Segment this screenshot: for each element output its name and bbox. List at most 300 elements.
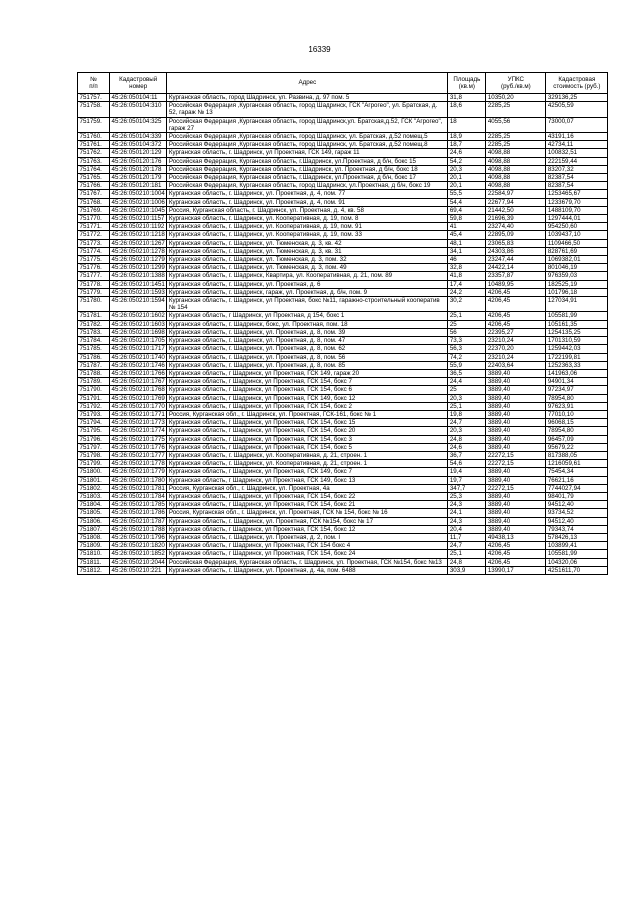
cell-upks: 22272,15: [486, 451, 546, 459]
cell-row-number: 751764.: [78, 165, 110, 173]
table-row: [78, 427, 608, 435]
cell-row-number: 751792.: [78, 402, 110, 410]
cell-row-number: 751783.: [78, 328, 110, 336]
cell-upks: 4206,45: [486, 312, 546, 320]
cell-area: 24,1: [448, 509, 486, 517]
cell-cadastral-number: 45:26:050210:1603: [111, 320, 165, 328]
cell-row-number: 751810.: [78, 550, 110, 558]
cell-cadastral-cost: 104320,06: [546, 558, 608, 566]
cell-upks: 10350,20: [486, 94, 546, 102]
cell-upks: 3889,40: [486, 369, 546, 377]
cell-cadastral-cost: 1253465,67: [546, 190, 608, 198]
cell-cadastral-number: 45:26:050210:1602: [111, 312, 165, 320]
cell-area: 17,4: [448, 280, 486, 288]
cell-cadastral-cost: 73000,07: [546, 117, 608, 132]
cell-upks: 3889,40: [486, 501, 546, 509]
cell-upks: 3889,40: [486, 419, 546, 427]
cell-area: 74,2: [448, 353, 486, 361]
cell-cadastral-number: 45:26:050210:1769: [111, 394, 165, 402]
cell-row-number: 751801.: [78, 476, 110, 484]
cell-area: 18: [448, 117, 486, 132]
cell-area: 303,9: [448, 566, 486, 574]
cell-cadastral-number: 45:26:050210:1775: [111, 435, 165, 443]
cell-cadastral-number: 45:26:050120:181: [110, 182, 167, 190]
table-row: [78, 550, 608, 558]
cell-row-number: 751804.: [78, 501, 110, 509]
cell-cadastral-cost: 97623,91: [546, 402, 608, 410]
cell-row-number: 751772.: [78, 231, 110, 239]
cell-cadastral-cost: 93734,52: [546, 509, 608, 517]
cell-cadastral-cost: 1069382,01: [546, 256, 608, 264]
cell-area: 54,2: [448, 157, 486, 165]
cell-upks: 22272,15: [486, 484, 546, 492]
cell-area: 24,6: [448, 443, 486, 451]
cell-address: Курганская область, г Шадринск, ул Проектная, ГСК 149, гараж 20: [167, 369, 448, 377]
table-row: [78, 102, 608, 117]
cell-cadastral-number: 45:26:050120:176: [110, 157, 167, 165]
cell-address: Курганская область, г Шадринск, ул Проектная, ГСК 154, бокс 21: [167, 501, 448, 509]
cell-row-number: 751771.: [78, 223, 110, 231]
cell-cadastral-number: 45:26:050210:1776: [111, 443, 165, 451]
cell-row-number: 751770.: [78, 215, 110, 223]
cell-cadastral-cost: 1233679,70: [546, 198, 608, 206]
cell-area: 24,8: [448, 558, 486, 566]
cell-row-number: 751780.: [78, 297, 110, 312]
cell-row-number: 751793.: [78, 410, 110, 418]
cell-area: 30,2: [448, 297, 486, 312]
table-row: [78, 525, 608, 533]
cell-area: 56,3: [448, 345, 486, 353]
cell-row-number: 751789.: [78, 378, 110, 386]
cell-cadastral-number: 45:26:050210:2044: [111, 558, 165, 566]
cell-cadastral-cost: 83207,32: [546, 165, 608, 173]
cell-cadastral-number: 45:26:050104:11: [110, 94, 167, 102]
table-row: [78, 133, 608, 141]
cell-cadastral-cost: 828761,69: [546, 247, 608, 255]
cell-cadastral-number: 45:26:050210:1852: [111, 550, 165, 558]
cell-cadastral-cost: 222159,44: [546, 157, 608, 165]
cell-address: Курганская область, г Шадринск, ул Проектная, д 154, бокс 1: [167, 312, 448, 320]
cell-address: Курганская область, г Шадринск, ул Проектная, ГСК 154, бокс 5: [167, 443, 448, 451]
cell-row-number: 751796.: [78, 435, 110, 443]
table-row: [78, 297, 608, 312]
cell-cadastral-cost: 127034,91: [546, 297, 608, 312]
table-row: [78, 256, 608, 264]
cell-address: Курганская область, г. Шадринск, ул. Кооперативная, д. 19, пом. 8: [167, 215, 448, 223]
cell-area: 25,1: [448, 312, 486, 320]
cell-cadastral-cost: 1039437,10: [546, 231, 608, 239]
cell-upks: 3889,40: [486, 435, 546, 443]
cell-upks: 3889,40: [486, 402, 546, 410]
cell-row-number: 751786.: [78, 353, 110, 361]
cell-address: Курганская область, г. Шадринск, ул. Кооперативная, д. 19, пом. 91: [167, 223, 448, 231]
cell-row-number: 751806.: [78, 517, 110, 525]
cell-row-number: 751774.: [78, 247, 110, 255]
cell-address: Курганская область, г. Шадринск, ул. Кооперативная, д. 21, строен. 1: [167, 451, 448, 459]
cell-area: 20,3: [448, 394, 486, 402]
cell-area: 24,3: [448, 517, 486, 525]
cell-upks: 4098,88: [486, 174, 546, 182]
cell-area: 19,7: [448, 476, 486, 484]
cell-address: Курганская область, г. Шадринск, гараж, ул. Проектная, д. б/н, пом. 9: [167, 288, 448, 296]
cell-area: 25: [448, 386, 486, 394]
cell-cadastral-number: 45:26:050210:1698: [111, 328, 165, 336]
table-row: [78, 206, 608, 214]
cell-cadastral-number: 45:26:050210:1820: [111, 542, 165, 550]
cell-area: 25,3: [448, 492, 486, 500]
cell-upks: 3889,40: [486, 509, 546, 517]
table-row: [78, 141, 608, 149]
cell-address: Курганская область, г Шадринск, ул Проектная, ГСК 149, бокс 7: [167, 468, 448, 476]
cell-upks: 21442,50: [486, 206, 546, 214]
cell-address: Курганская область, г. Шадринск, ул. Проектная, д. 6: [167, 280, 448, 288]
cell-area: 32,8: [448, 264, 486, 272]
cell-upks: 4055,56: [486, 117, 546, 132]
cell-row-number: 751808.: [78, 533, 110, 541]
cell-row-number: 751809.: [78, 542, 110, 550]
cell-area: 54,4: [448, 198, 486, 206]
cell-area: 54,6: [448, 460, 486, 468]
cell-cadastral-number: 45:26:050120:129: [110, 149, 167, 157]
table-row: [78, 558, 608, 566]
cell-address: Курганская область, г. Шадринск, ул. Тюменская, д. 3, кв. 31: [167, 247, 448, 255]
table-row: [78, 492, 608, 500]
cell-cadastral-cost: 42734,11: [546, 141, 608, 149]
cell-cadastral-cost: 82387,54: [546, 174, 608, 182]
cell-row-number: 751776.: [78, 264, 110, 272]
cell-upks: 23247,44: [486, 256, 546, 264]
cell-area: 24,4: [448, 378, 486, 386]
cell-cadastral-number: 45:26:050210:1218: [111, 231, 165, 239]
cell-address: Российская Федерация ,Курганская область, город Шадринск,ул. Братская,д.52, ГСК "Агрогео", гараж 27: [167, 117, 448, 132]
cell-address: Российская Федерация, Курганская область, г.Шадринск, ул. Проектная, д б/н, бокс 18: [167, 165, 448, 173]
cell-cadastral-number: 45:26:050210:1006: [111, 198, 165, 206]
table-row: [78, 280, 608, 288]
cell-cadastral-number: 45:26:050210:1593: [111, 288, 165, 296]
table-row: [78, 533, 608, 541]
cell-address: Курганская область, г. Шадринск, ул. Тюменская, д. 3, пом. 49: [167, 264, 448, 272]
table-row: [78, 223, 608, 231]
cell-address: Россия, Курганская область, г. Шадринск, ул. Проектная, д. 4, кв. 58: [167, 206, 448, 214]
cell-upks: 3889,40: [486, 378, 546, 386]
cell-area: 69,4: [448, 206, 486, 214]
cell-row-number: 751761.: [78, 141, 110, 149]
cell-address: Курганская область, г Шадринск, ул Проектная, ГСК 154, бокс 15: [167, 419, 448, 427]
cell-upks: 4098,88: [486, 165, 546, 173]
cell-cadastral-cost: 43191,16: [546, 133, 608, 141]
cell-upks: 3889,40: [486, 525, 546, 533]
cell-cadastral-cost: 141963,06: [546, 369, 608, 377]
cell-upks: 3889,40: [486, 468, 546, 476]
cell-row-number: 751762.: [78, 149, 110, 157]
cell-cadastral-number: 45:26:050210:1766: [111, 369, 165, 377]
table-row: [78, 517, 608, 525]
cell-upks: 22272,15: [486, 460, 546, 468]
header-address-label: Адрес: [298, 79, 317, 87]
cell-cadastral-cost: 100832,51: [546, 149, 608, 157]
table-row: [78, 190, 608, 198]
cell-cadastral-number: 45:26:050210:1796: [111, 533, 165, 541]
cell-cadastral-number: 45:26:050210:221: [110, 566, 167, 574]
cell-address: Россия, Курганская обл., г. Шадринск, ул. Проектная, 4а: [167, 484, 448, 492]
cell-cadastral-number: 45:26:050210:1299: [111, 264, 165, 272]
cell-upks: 4206,45: [486, 288, 546, 296]
table-row: [78, 566, 608, 574]
cell-cadastral-cost: 95679,22: [546, 443, 608, 451]
cell-area: 20,4: [448, 525, 486, 533]
table-row: [78, 149, 608, 157]
table-row: [78, 312, 608, 320]
cell-row-number: 751788.: [78, 369, 110, 377]
cell-area: 24,7: [448, 542, 486, 550]
table-row: [78, 231, 608, 239]
cell-cadastral-number: 45:26:050120:179: [110, 174, 167, 182]
cell-row-number: 751798.: [78, 451, 110, 459]
cell-address: Курганская область, г. Шадринск, ул. Проектная, д. 8, пом. 47: [167, 337, 448, 345]
cell-address: Российская Федерация, Курганская область, город Шадринск, ул.Проектная, д б/н, бокс 19: [167, 182, 448, 190]
cell-row-number: 751758.: [78, 102, 110, 117]
cell-cadastral-cost: 105581,99: [546, 312, 608, 320]
cell-area: 34,1: [448, 247, 486, 255]
cell-cadastral-cost: 329136,25: [546, 94, 608, 102]
table-row: [78, 198, 608, 206]
cell-cadastral-cost: 578426,13: [546, 533, 608, 541]
cell-cadastral-cost: 1297444,01: [546, 215, 608, 223]
cell-area: 20,3: [448, 165, 486, 173]
cell-address: Курганская область, г. Шадринск, ул. Проектная, д. 4а, пом. 6488: [167, 566, 448, 574]
header-cost-label: Кадастровая стоимость (руб.): [553, 75, 601, 90]
cell-cadastral-cost: 817388,05: [546, 451, 608, 459]
table-row: [78, 476, 608, 484]
cell-cadastral-cost: 7744027,94: [546, 484, 608, 492]
cell-address: Курганская область, г Шадринск, ул Проектная, ГСК 154, бокс 20: [167, 427, 448, 435]
cell-cadastral-cost: 1254135,25: [546, 328, 608, 336]
table-row: [78, 419, 608, 427]
cell-cadastral-number: 45:26:050210:1787: [111, 517, 165, 525]
cell-row-number: 751807.: [78, 525, 110, 533]
cell-cadastral-number: 45:26:050210:1779: [111, 468, 165, 476]
cell-cadastral-cost: 1252363,33: [546, 361, 608, 369]
cell-cadastral-cost: 78954,80: [546, 394, 608, 402]
cell-row-number: 751775.: [78, 256, 110, 264]
cadastral-value-table: [77, 72, 608, 575]
cell-address: Курганская область, г Шадринск, ул Проектная, ГСК 154, бокс 22: [167, 492, 448, 500]
header-area-label: Площадь (кв.м): [453, 75, 481, 90]
cell-address: Курганская область, г. Шадринск, ул Проектная, ГСК 149, гараж 11: [167, 149, 448, 157]
header-num-label: № п/п: [89, 75, 98, 90]
cell-cadastral-number: 45:26:050210:1278: [111, 247, 165, 255]
cell-area: 25,1: [448, 550, 486, 558]
cell-row-number: 751785.: [78, 345, 110, 353]
cell-row-number: 751777.: [78, 272, 110, 280]
cell-address: Курганская область, г. Шадринск, ул. Проектная, д. 2, пом. I: [167, 533, 448, 541]
cell-upks: 23210,24: [486, 337, 546, 345]
cell-row-number: 751766.: [78, 182, 110, 190]
table-row: [78, 369, 608, 377]
cell-cadastral-number: 45:26:050210:1773: [111, 419, 165, 427]
cell-row-number: 751769.: [78, 206, 110, 214]
table-row: [78, 361, 608, 369]
cell-address: Курганская область, г. Шадринск, ул. Проектная, д. 8, пом. 56: [167, 353, 448, 361]
table-row: [78, 410, 608, 418]
cell-area: 24,3: [448, 501, 486, 509]
table-row: [78, 328, 608, 336]
cell-address: Курганская область, г. Шадринск, ул. Проектная, д. 8, пом. 39: [167, 328, 448, 336]
cell-upks: 3889,40: [486, 394, 546, 402]
cell-area: 36,5: [448, 369, 486, 377]
cell-address: Курганская область, г Шадринск, ул Проектная, ГСК 154, бокс 2: [167, 402, 448, 410]
cell-cadastral-cost: 954250,60: [546, 223, 608, 231]
cell-address: Курганская область, г Шадринск, ул Проектная, ГСК 154 бокс 4: [167, 542, 448, 550]
cell-area: 41,8: [448, 272, 486, 280]
table-row: [78, 117, 608, 132]
cell-area: 55,5: [448, 190, 486, 198]
cell-cadastral-number: 45:26:050210:1157: [110, 215, 167, 223]
cell-cadastral-cost: 82387,54: [546, 182, 608, 190]
cell-row-number: 751802.: [78, 484, 110, 492]
cell-upks: 10489,95: [486, 280, 546, 288]
cell-area: 18,6: [448, 102, 486, 117]
cell-area: 20,1: [448, 174, 486, 182]
cell-cadastral-number: 45:26:050210:1770: [111, 402, 165, 410]
header-cadastral-label: Кадастровый номер: [119, 75, 158, 90]
table-row: [78, 402, 608, 410]
cell-upks: 2285,25: [486, 102, 546, 117]
cell-address: Курганская область, г. Шадринск, ул. Проектная, ГСК №154, бокс № 17: [167, 517, 448, 525]
cell-cadastral-number: 45:26:050210:1717: [111, 345, 165, 353]
cell-cadastral-number: 45:26:050210:1778: [111, 460, 165, 468]
cell-address: Россия, Курганская обл., г. Шадринск, ул. Проектная, ГСК № 154, бокс № 16: [167, 509, 448, 517]
cell-area: 24,8: [448, 435, 486, 443]
cell-cadastral-cost: 1701310,59: [546, 337, 608, 345]
cell-address: Российская Федерация, Курганская область, г. Шадринск, ул. Проектная, ГСК №154, бокс №13: [167, 558, 448, 566]
cell-row-number: 751800.: [78, 468, 110, 476]
cell-upks: 21696,39: [486, 215, 546, 223]
cell-area: 55,9: [448, 361, 486, 369]
cell-cadastral-cost: 1488109,70: [546, 206, 608, 214]
cell-area: 73,3: [448, 337, 486, 345]
cell-area: 36,7: [448, 451, 486, 459]
cell-row-number: 751794.: [78, 419, 110, 427]
table-row: [78, 320, 608, 328]
header-area: [448, 73, 486, 94]
cell-address: Российская Федерация ,Курганская область, город Шадринск, ул. Братская, д.52 помещ.5: [167, 133, 448, 141]
table-row: [78, 451, 608, 459]
table-row: [78, 435, 608, 443]
cell-area: 11,7: [448, 533, 486, 541]
cell-row-number: 751779.: [78, 288, 110, 296]
cell-cadastral-number: 45:26:050210:1705: [111, 337, 165, 345]
cell-area: 347,7: [448, 484, 486, 492]
cell-row-number: 751773.: [78, 239, 110, 247]
cell-cadastral-number: 45:26:050210:1781: [111, 484, 165, 492]
cell-upks: 4206,45: [486, 297, 546, 312]
cell-address: Курганская область, г. Шадринск, ул. Проектная, д. 8, пом. 85: [167, 361, 448, 369]
cell-row-number: 751791.: [78, 394, 110, 402]
cell-upks: 4206,45: [486, 542, 546, 550]
cell-cadastral-cost: 1109466,50: [546, 239, 608, 247]
cell-row-number: 751790.: [78, 386, 110, 394]
cell-cadastral-cost: 4251611,70: [546, 566, 608, 574]
cell-row-number: 751782.: [78, 320, 110, 328]
cell-cadastral-cost: 103899,41: [546, 542, 608, 550]
cell-upks: 2285,25: [486, 133, 546, 141]
cell-upks: 3889,40: [486, 443, 546, 451]
cell-cadastral-cost: 75454,34: [546, 468, 608, 476]
cell-upks: 4098,88: [486, 149, 546, 157]
cell-cadastral-cost: 76621,16: [546, 476, 608, 484]
cell-row-number: 751784.: [78, 337, 110, 345]
table-row: [78, 443, 608, 451]
cell-row-number: 751757.: [78, 94, 110, 102]
cell-area: 20,1: [448, 182, 486, 190]
cell-address: Курганская область, г Шадринск, ул Проектная, ГСК 149, бокс 13: [167, 476, 448, 484]
table-row: [78, 239, 608, 247]
cell-address: Курганская область, г Шадринск, ул Проектная, ГСК 154, бокс 6: [167, 386, 448, 394]
cell-upks: 4206,45: [486, 558, 546, 566]
cell-upks: 3889,40: [486, 410, 546, 418]
cell-cadastral-cost: 1259442,03: [546, 345, 608, 353]
cell-row-number: 751799.: [78, 460, 110, 468]
cell-address: Российская Федерация ,Курганская область, город Шадринск, ул. Братская, д.52 помещ.8: [167, 141, 448, 149]
cell-row-number: 751768.: [78, 198, 110, 206]
cell-upks: 3889,40: [486, 476, 546, 484]
cell-address: Курганская область, г Шадринск, ул Проектная, ГСК 154, бокс 3: [167, 435, 448, 443]
cell-upks: 22584,97: [486, 190, 546, 198]
cell-row-number: 751795.: [78, 427, 110, 435]
cell-address: Курганская область, г. Шадринск, ул. Проектная, д. 4, пом. 91: [167, 198, 448, 206]
cell-area: 41: [448, 223, 486, 231]
cell-upks: 23065,83: [486, 239, 546, 247]
cell-address: Курганская область, г Шадринск, ул Проектная, ГСК 149, бокс 12: [167, 394, 448, 402]
cell-cadastral-cost: 96068,15: [546, 419, 608, 427]
page-number: 16339: [308, 45, 331, 54]
cell-address: Курганская область, г. Шадринск, ул. Кооперативная, д. 19, пом. 33: [167, 231, 448, 239]
header-address: [167, 73, 448, 94]
cell-cadastral-cost: 78954,80: [546, 427, 608, 435]
cell-cadastral-number: 45:26:050210:1788: [111, 525, 165, 533]
table-row: [78, 288, 608, 296]
table-row: [78, 378, 608, 386]
cell-row-number: 751803.: [78, 492, 110, 500]
cell-row-number: 751787.: [78, 361, 110, 369]
cell-cadastral-number: 45:26:050104:372: [110, 141, 167, 149]
cell-upks: 22370,20: [486, 345, 546, 353]
cell-address: Курганская область, город Шадринск, ул. Развина, д. 97 пом. 5: [167, 94, 448, 102]
cell-address: Курганская область, г. Шадринск, ул. Проектная, д. 4, пом. 77: [167, 190, 448, 198]
header-upks: [486, 73, 546, 94]
header-cadastral-number: [110, 73, 167, 94]
cell-cadastral-number: 45:26:050210:1267: [111, 239, 165, 247]
cell-cadastral-cost: 105581,99: [546, 550, 608, 558]
table-row: [78, 394, 608, 402]
cell-upks: 4098,88: [486, 182, 546, 190]
table-row: [78, 509, 608, 517]
cell-cadastral-cost: 77010,10: [546, 410, 608, 418]
cell-area: 19,8: [448, 410, 486, 418]
cell-upks: 23210,24: [486, 353, 546, 361]
cell-upks: 3889,40: [486, 517, 546, 525]
cell-address: Курганская область, г Шадринск, ул Проектная, ГСК 154, бокс 12: [167, 525, 448, 533]
table-row: [78, 468, 608, 476]
cell-upks: 4098,88: [486, 157, 546, 165]
cell-cadastral-number: 45:26:050210:1045: [111, 206, 165, 214]
cell-address: Курганская область, г. Шадринск, ул. Тюменская, д. 3, пом. 32: [167, 256, 448, 264]
cell-upks: 22895,09: [486, 231, 546, 239]
cell-cadastral-cost: 94512,40: [546, 517, 608, 525]
cell-area: 24,7: [448, 419, 486, 427]
cell-cadastral-number: 45:26:050210:1768: [111, 386, 165, 394]
